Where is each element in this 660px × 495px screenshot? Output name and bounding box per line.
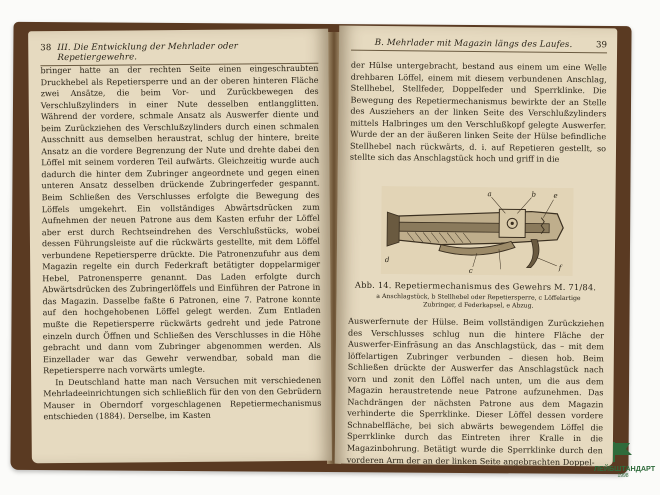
paragraph: Auswerfernute der Hülse. Beim vollständigen Zurückziehen des Verschlusses schlug nun die hintere Fläche der Auswerfer-Einfräsung an das Anschlagstück, das – mit dem löffelartigen Zubringer verbunden – diesen hob. Beim Schließen drückte der Auswerfer das Anschlagstück nach vorn und zonit den Löffel nach unten, um die aus dem Magazin heraustretende neue Patrone aufzunehmen. Das Nachdrängen der nächsten Patrone aus dem Magazin verhinderte die Sperrklinke. Dieser Löffel dessen vordere Schnabelfläche, bei sich abwärts bewegendem Löffel die Sperrklinke durch das Eintreten ihrer Kralle in die Magazinbohrung. Betätigt wurde die Sperrklinke durch den vorderen Arm der an der linken Seite angebrachten Doppel- — [346, 315, 605, 467]
right-running-head — [351, 38, 607, 54]
figure-label: d — [384, 256, 390, 265]
figure-label: c — [468, 266, 473, 275]
figure-label: e — [553, 191, 558, 200]
watermark-year: 1998 — [617, 473, 629, 479]
figure-label: b — [531, 190, 537, 199]
left-running-title: III. Die Entwicklung der Mehrlader oder Repetiergewehre. — [57, 41, 239, 64]
paragraph: In Deutschland hatte man nach Versuchen mit verschiedenen Mehrladeeinrichtungen sich schließlich für den von den Gebrüdern Mauser in Oberndorf vorgeschlagenen Repetiermechanismus entschieden (1884). Derselbe, im Kasten — [43, 374, 322, 422]
left-page — [28, 29, 332, 464]
right-page-text-top — [350, 60, 607, 167]
figure-caption: Abb. 14. Repetiermechanismus des Gewehrs M. 71/84. — [354, 279, 597, 293]
right-running-title: B. Mehrlader mit Magazin längs des Laufes. — [374, 37, 573, 50]
figure-label: f — [558, 263, 562, 272]
rifle-mechanism-figure — [381, 186, 574, 276]
paragraph: bringer hatte an der rechten Seite einen eingeschraubten Druckhebel als Repetiersperre und an der oberen hinteren Fläche zwei Ansätze, die beim Vor- und Zurückbewegen des Verschlußzylinders in einer Nute desselben entlangglitten. Während der vordere, schmale Ansatz als Auswerfer diente und beim Zurückziehen des Verschlußzylinders durch einen schmalen Ausschnitt aus demselben heraustrat, schlug der hintere, breite Ansatz an die vordere Begrenzung der Nute und drehte dabei den Löffel mit seinem vorderen Teil aufwärts. Gleichzeitig wurde auch dadurch die hinter dem Zubringer angeordnete und gegen einen unteren Ansatz desselben drückende Zubringerfeder gespannt. Beim Schließen des Verschlusses erfolgte die Bewegung des Löffels umgekehrt. Ein vollständiges Abwärtsdrücken zum Aufnehmen der neuen Patrone aus dem Kasten erfuhr der Löffel aber erst durch Rechtseindrehen des Verschlußstücks, wobei dessen Führungsleiste auf die rückwärts gestellte, mit dem Löffel verbundene Repetiersperre drückte. Die Patronenzufuhr aus dem Magazin regelte ein durch Federkraft betätigter doppelarmiger Hebel, Patronensperre genannt. Das Laden erfolgte durch Abwärtsdrücken des Zubringerlöffels und Einführen der Patrone in das Magazin. Dasselbe faßte 6 Patronen, eine 7. Patrone konnte auf den hochgehobenen Löffel gelegt werden. Zum Entladen mußte die Repetiersperre rückwärts gedreht und jede Patrone einzeln durch Öffnen und Schließen des Verschlusses in die Höhe gebracht und dann vom Zubringer abgenommen werden. Als Einzellader war das Gewehr verwendbar, sobald man die Repetiersperre nach vorwärts umlegte. — [40, 62, 322, 376]
left-page-text — [40, 63, 321, 423]
right-page — [335, 26, 618, 467]
figure-legend: a Anschlagstück, b Stellhebel oder Repetiersperre, c Löffelartige Zubringer, d Federkapsel, e Abzug. — [376, 292, 581, 310]
paragraph: der Hülse untergebracht, bestand aus einem um eine Welle drehbaren Löffel, einem mit diesem verbundenen Anschlag, Stellhebel, Stellfeder, Doppelfeder und Sperrklinke. Die Bewegung des Repetiermechanismus bewirkte der an Stelle des Ausziehers an der linken Seite des Verschlußzylinders mittels Halbringes um den Verschlußkopf gelegte Auswerfer. Wurde der an der äußeren linken Seite der Hülse befindliche Stellhebel nach rückwärts, d. i. auf Repetieren gestellt, so stellte sich das Anschlagstück hoch und griff in die — [349, 59, 607, 165]
right-page-text-bottom — [347, 316, 605, 467]
mechanism-drawing — [381, 186, 574, 276]
figure-label: a — [487, 190, 492, 199]
left-page-number: 38 — [40, 43, 52, 54]
watermark-brand: ЛЕЙБШТАНДАРТ — [594, 464, 656, 473]
watermark-logo — [594, 440, 656, 490]
right-page-number: 39 — [595, 40, 608, 51]
flag-icon — [610, 440, 636, 464]
